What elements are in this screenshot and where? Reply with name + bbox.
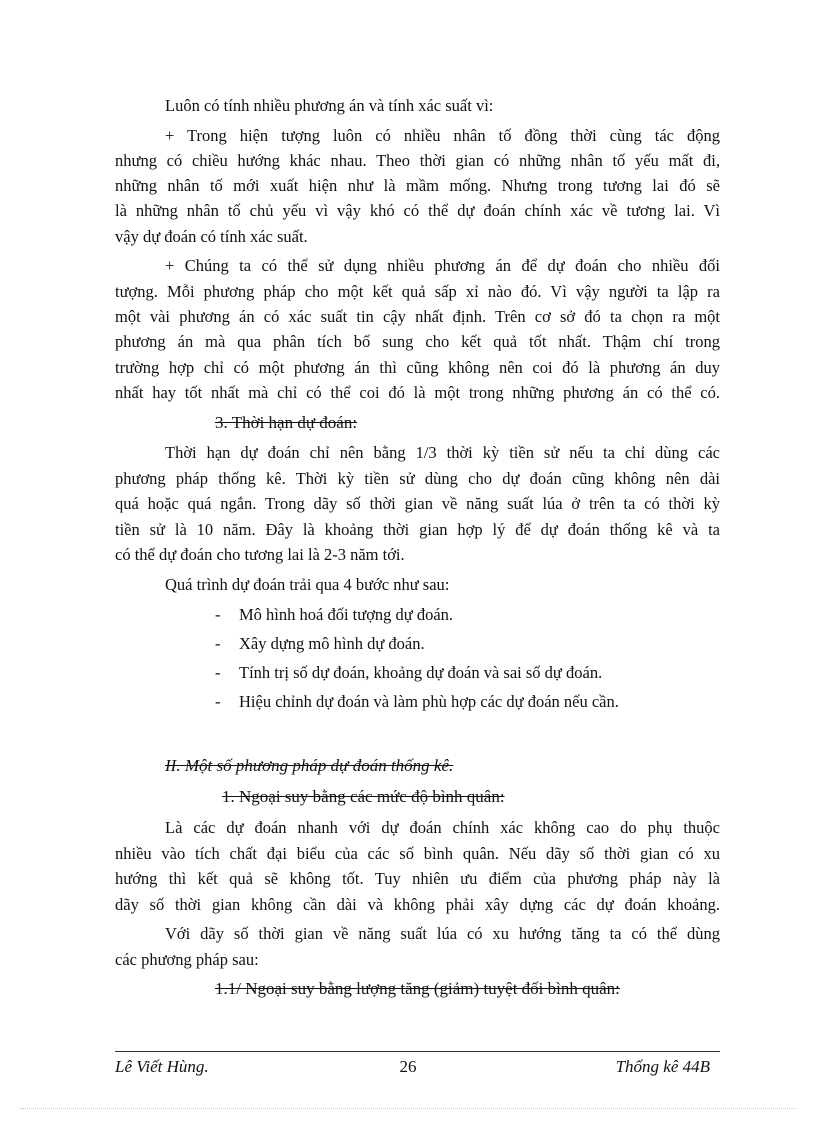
subsection-heading-1: 1. Ngoại suy bằng các mức độ bình quân: bbox=[222, 787, 505, 806]
section-heading-3: 3. Thời hạn dự đoán: bbox=[215, 413, 358, 432]
list-item bbox=[215, 603, 720, 627]
list-item bbox=[215, 632, 720, 656]
paragraph-line: tượng. Mỗi phương pháp cho một kết quả sấp xỉ nào đó. Vì vậy người ta lập ra bbox=[115, 282, 720, 301]
page-number: 26 bbox=[399, 1057, 417, 1076]
footer-divider bbox=[115, 1051, 720, 1052]
page-bottom-border bbox=[20, 1108, 796, 1109]
list-dash: - bbox=[215, 605, 221, 624]
paragraph-line: nhất hay tốt nhất mà chỉ có thể coi đó là một trong những phương án có thể có. bbox=[115, 383, 720, 402]
paragraph-line: tiền sử là 10 năm. Đây là khoảng thời gian hợp lý để dự đoán thống kê và ta bbox=[115, 520, 720, 539]
paragraph-line: hướng thì kết quả sẽ không tốt. Tuy nhiên ưu điểm của phương pháp này là bbox=[115, 869, 720, 888]
paragraph-line: những nhân tố mới xuất hiện như là mầm mống. Nhưng trong tương lai đó sẽ bbox=[115, 176, 720, 195]
subsection-heading-1-1: 1.1/ Ngoại suy bằng lượng tăng (giảm) tuyệt đối bình quân: bbox=[215, 979, 620, 998]
paragraph-line: Thời hạn dự đoán chỉ nên bằng 1/3 thời kỳ tiền sử nếu ta chỉ dùng các bbox=[165, 443, 720, 462]
paragraph-line: + Trong hiện tượng luôn có nhiều nhân tố đồng thời cùng tác động bbox=[165, 126, 720, 145]
paragraph-line: nhiều vào tích chất đại biểu của các số bình quân. Nếu dãy số thời gian có xu bbox=[115, 844, 720, 863]
paragraph-line: Luôn có tính nhiều phương án và tính xác suất vì: bbox=[165, 96, 494, 115]
paragraph-line: + Chúng ta có thể sử dụng nhiều phương án để dự đoán cho nhiều đối bbox=[165, 256, 720, 275]
paragraph-line: nhưng có chiều hướng khác nhau. Theo thời gian có những nhân tố yếu mất đi, bbox=[115, 151, 720, 170]
paragraph-line: phương án mà qua phân tích bổ sung cho kết quả tốt nhất. Thậm chí trong bbox=[115, 332, 720, 351]
list-dash: - bbox=[215, 663, 221, 682]
paragraph-line: quá hoặc quá ngắn. Trong dãy số thời gian về năng suất lúa ở trên ta có thời kỳ bbox=[115, 494, 720, 513]
footer-author: Lê Viết Hùng. bbox=[115, 1057, 209, 1076]
footer-class: Thống kê 44B bbox=[615, 1057, 710, 1076]
paragraph-line: một vài phương án có xác suất tin cậy nhất định. Trên cơ sở đó ta chọn ra một bbox=[115, 307, 720, 326]
paragraph-line: Là các dự đoán nhanh với dự đoán chính xác không cao do phụ thuộc bbox=[165, 818, 720, 837]
list-item-text: Mô hình hoá đối tượng dự đoán. bbox=[239, 605, 454, 624]
paragraph-line: trường hợp chỉ có một phương án thì cũng không nên coi đó là phương án duy bbox=[115, 358, 720, 377]
paragraph-line: Quá trình dự đoán trải qua 4 bước như sau: bbox=[165, 575, 450, 594]
paragraph-line: có thể dự đoán cho tương lai là 2-3 năm tới. bbox=[115, 545, 405, 564]
paragraph-line: các phương pháp sau: bbox=[115, 950, 259, 969]
paragraph-line: là những nhân tố chủ yếu vì vậy khó có thể dự đoán chính xác về tương lai. Vì bbox=[115, 201, 720, 220]
list-dash: - bbox=[215, 634, 221, 653]
list-item-text: Hiệu chỉnh dự đoán và làm phù hợp các dự đoán nếu cần. bbox=[239, 692, 619, 711]
list-item-text: Xây dựng mô hình dự đoán. bbox=[239, 634, 425, 653]
paragraph-line: Với dãy số thời gian về năng suất lúa có xu hướng tăng ta có thể dùng bbox=[165, 924, 720, 943]
list-item bbox=[215, 661, 720, 685]
list-dash: - bbox=[215, 692, 221, 711]
list-item-text: Tính trị số dự đoán, khoảng dự đoán và sai số dự đoán. bbox=[239, 663, 603, 682]
paragraph-line: vậy dự đoán có tính xác suất. bbox=[115, 227, 308, 246]
paragraph-line: dãy số thời gian không cần dài và không phải xây dựng các dự đoán khoảng. bbox=[115, 895, 720, 914]
list-item bbox=[215, 690, 720, 714]
section-heading-ii: II. Một số phương pháp dự đoán thống kê. bbox=[165, 756, 454, 775]
paragraph-line: phương pháp thống kê. Thời kỳ tiền sử dùng cho dự đoán cũng không nên dài bbox=[115, 469, 720, 488]
